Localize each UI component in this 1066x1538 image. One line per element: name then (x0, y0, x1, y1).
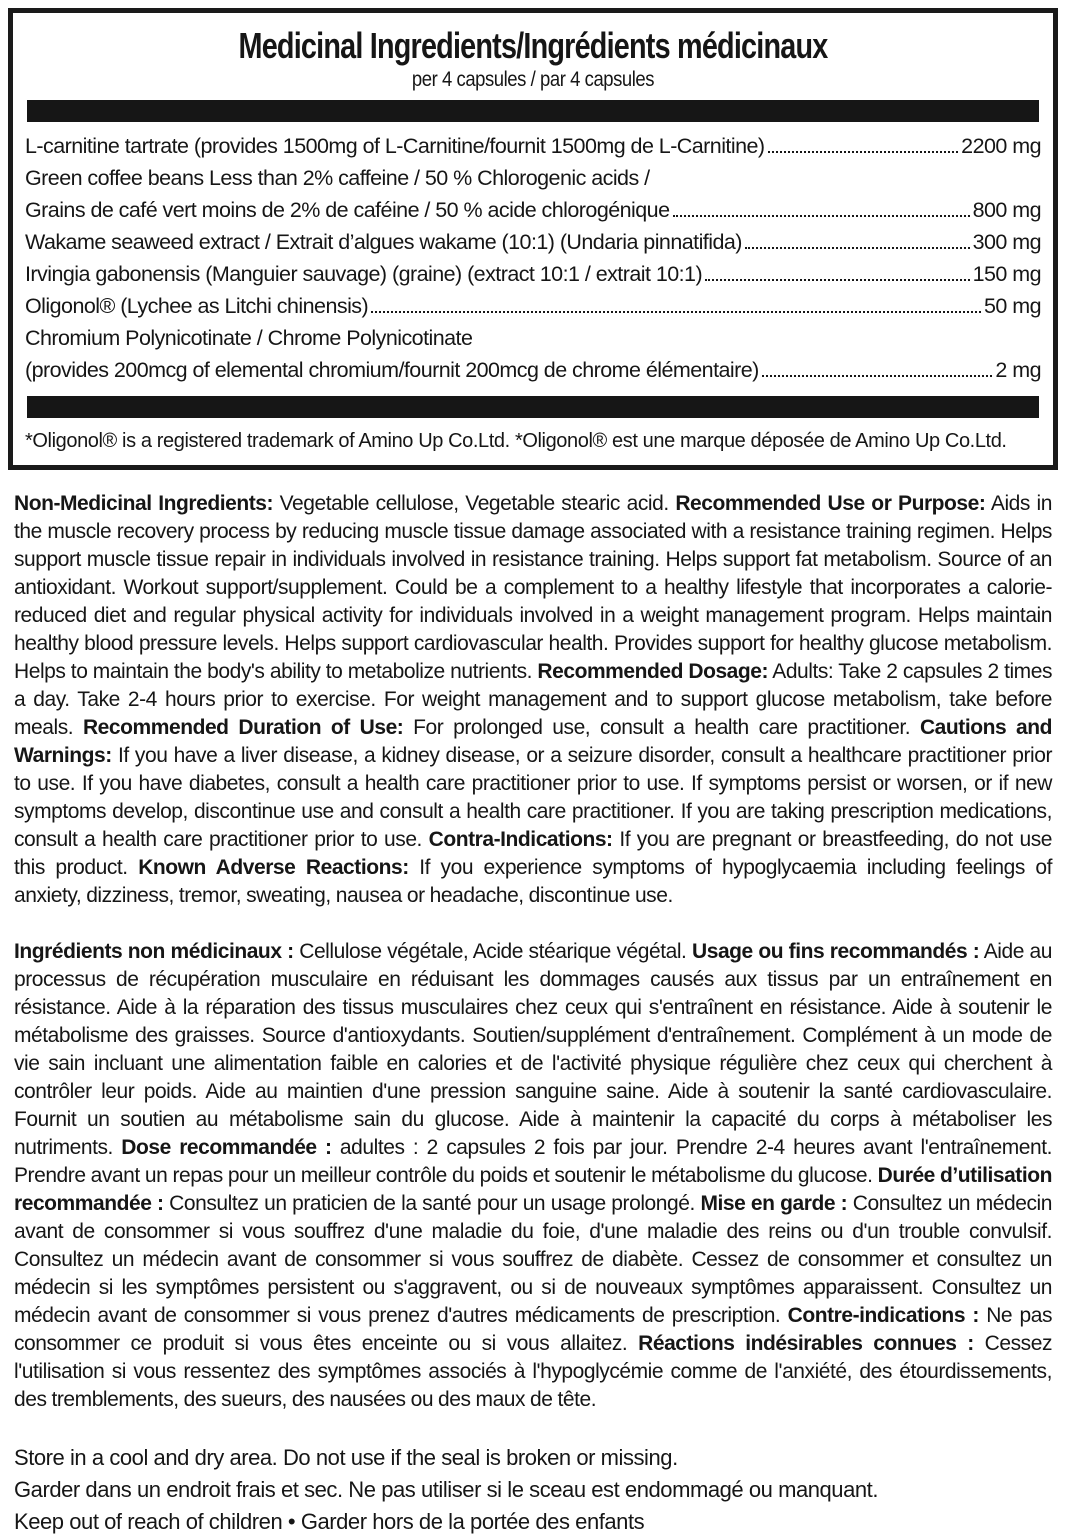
ingredient-name: Irvingia gabonensis (Manguier sauvage) (graine) (extract 10:1 / extrait 10:1) (25, 262, 703, 286)
bold-label: Réactions indésirables connues : (638, 1332, 974, 1355)
bold-label: Recommended Use or Purpose: (675, 492, 986, 515)
ingredient-row (25, 322, 1041, 354)
body-copy: adultes : 2 capsules 2 fois par jour. Prendre 2-4 heures avant l'entraînement. Prendre avant un repas pour un meilleur contrôle du poids et soutenir le métabolisme du glucose. (14, 1136, 1052, 1187)
info-paragraph-english (14, 490, 1052, 910)
ingredient-amount: 2200 mg (961, 134, 1041, 158)
medicinal-ingredients-panel (8, 8, 1058, 470)
body-copy: Cellulose végétale, Acide stéarique végétal. (293, 940, 692, 963)
body-copy: If you experience symptoms of hypoglycaemia including feelings of anxiety, dizziness, tremor, sweating, nausea or headache, discontinue use. (14, 856, 1052, 907)
dotted-leader (768, 151, 959, 153)
ingredient-name: Grains de café vert moins de 2% de caféine / 50 % acide chlorogénique (25, 198, 670, 222)
ingredient-amount: 150 mg (972, 262, 1041, 286)
body-copy: If you are pregnant or breastfeeding, do not use this product. (14, 828, 1052, 879)
body-copy: Adults: Take 2 capsules 2 times a day. Take 2-4 hours prior to exercise. For weight management and to support glucose metabolism, take before meals. (14, 660, 1052, 739)
ingredient-amount: 300 mg (972, 230, 1041, 254)
bold-label: Recommended Dosage: (537, 660, 769, 683)
ingredient-name: (provides 200mcg of elemental chromium/fournit 200mcg de chrome élémentaire) (25, 358, 759, 382)
ingredient-row (25, 258, 1041, 290)
separator-bar-top (27, 100, 1039, 122)
bold-label: Cautions and Warnings: (14, 716, 1052, 767)
body-copy: Vegetable cellulose, Vegetable stearic acid. (273, 492, 676, 515)
dotted-leader (745, 247, 970, 249)
storage-line: Keep out of reach of children • Garder hors de la portée des enfants (14, 1509, 645, 1534)
bold-label: Contre-indications : (787, 1304, 979, 1327)
storage-line: Store in a cool and dry area. Do not use if the seal is broken or missing. (14, 1445, 678, 1470)
info-paragraph-french (14, 938, 1052, 1414)
ingredient-name: L-carnitine tartrate (provides 1500mg of L-Carnitine/fournit 1500mg de L-Carnitine) (25, 134, 765, 158)
ingredient-name: Wakame seaweed extract / Extrait d’algues wakame (10:1) (Undaria pinnatifida) (25, 230, 742, 254)
trademark-footnote: *Oligonol® is a registered trademark of Amino Up Co.Ltd. *Oligonol® est une marque déposée de Amino Up Co.Ltd. (25, 430, 1007, 452)
ingredient-amount: 800 mg (972, 198, 1041, 222)
ingredient-row (25, 162, 1041, 194)
ingredient-amount: 2 mg (995, 358, 1041, 382)
separator-bar-bottom (27, 396, 1039, 418)
bold-label: Recommended Duration of Use: (82, 716, 404, 739)
bold-label: Contra-Indications: (428, 828, 613, 851)
ingredient-row (25, 354, 1041, 386)
dotted-leader (762, 375, 993, 377)
bold-label: Mise en garde : (700, 1192, 848, 1215)
body-copy: Ne pas consommer ce produit si vous êtes enceinte ou si vous allaitez. (14, 1304, 1052, 1355)
storage-instructions (14, 1442, 1052, 1538)
body-copy: Aids in the muscle recovery process by reducing muscle tissue damage associated with a resistance training regimen. Helps support muscle tissue repair in individuals involved in resistance training. Helps support fat metabolism. Source of an antioxidant. Workout support/supplement. Could be a complement to a healthy lifestyle that incorporates a calorie-reduced diet and regular physical activity for individuals involved in a weight management program. Helps maintain healthy blood pressure levels. Helps support cardiovascular health. Provides support for healthy glucose metabolism. Helps to maintain the body's ability to metabolize nutrients. (14, 492, 1052, 683)
storage-line: Garder dans un endroit frais et sec. Ne pas utiliser si le sceau est endommagé ou manquant. (14, 1477, 878, 1502)
body-copy: If you have a liver disease, a kidney disease, or a seizure disorder, consult a healthcare practitioner prior to use. If you have diabetes, consult a health care practitioner prior to use. If symptoms persist or worsen, or if new symptoms develop, discontinue use and consult a health care practitioner. If you are taking prescription medications, consult a health care practitioner prior to use. (14, 744, 1052, 851)
body-copy: Cessez l'utilisation si vous ressentez des symptômes associés à l'hypoglycémie comme de l'anxiété, des étourdissements, des tremblements, des sueurs, des nausées ou des maux de tête. (14, 1332, 1053, 1411)
bold-label: Non-Medicinal Ingredients: (14, 492, 274, 515)
bold-label: Known Adverse Reactions: (138, 856, 409, 879)
bold-label: Usage ou fins recommandés : (692, 940, 980, 963)
bold-label: Ingrédients non médicinaux : (14, 940, 294, 963)
body-copy: Aide au processus de récupération musculaire en réduisant les dommages causés aux tissus par un entraînement en résistance. Aide à la réparation des tissus musculaires chez ceux qui s'entraînent en résistance. Aide à soutenir le métabolisme des graisses. Source d'antioxydants. Soutien/supplément d'entraînement. Complément à un mode de vie sain incluant une alimentation faible en calories et de l'activité physique régulière chez ceux qui cherchent à contrôler leur poids. Aide au maintien d'une pression sanguine saine. Aide à soutenir la santé cardiovasculaire. Fournit un soutien au métabolisme sain du glucose. Aide à maintenir la capacité du corps à métaboliser les nutriments. (14, 940, 1053, 1159)
panel-title: Medicinal Ingredients/Ingrédients médicinaux (238, 25, 828, 66)
bold-label: Durée d’utilisation recommandée : (14, 1164, 1052, 1215)
ingredient-row (25, 194, 1041, 226)
ingredient-row (25, 130, 1041, 162)
ingredient-name: Green coffee beans Less than 2% caffeine / 50 % Chlorogenic acids / (25, 166, 650, 190)
panel-subtitle: per 4 capsules / par 4 capsules (411, 68, 655, 91)
ingredient-name: Chromium Polynicotinate / Chrome Polynicotinate (25, 326, 473, 350)
regulatory-text (14, 490, 1052, 1414)
ingredient-row (25, 226, 1041, 258)
ingredient-row (25, 290, 1041, 322)
body-copy: Consultez un praticien de la santé pour un usage prolongé. (163, 1192, 701, 1215)
body-copy: For prolonged use, consult a health care practitioner. (403, 716, 920, 739)
dotted-leader (371, 311, 981, 313)
dotted-leader (705, 279, 970, 281)
body-copy: Consultez un médecin avant de consommer si vous souffrez d'une maladie du foie, d'une maladie des reins ou d'un trouble convulsif. Consultez un médecin avant de consommer si vous souffrez de diabète. Cessez de consommer et consultez un médecin si les symptômes persistent ou s'aggravent, ou si de nouveaux symptômes apparaissent. Consultez un médecin avant de consommer si vous prenez d'autres médicaments de prescription. (14, 1192, 1052, 1327)
ingredient-amount: 50 mg (983, 294, 1041, 318)
dotted-leader (673, 215, 970, 217)
ingredient-list (13, 126, 1053, 386)
bold-label: Dose recommandée : (121, 1136, 332, 1159)
ingredient-name: Oligonol® (Lychee as Litchi chinensis) (25, 294, 369, 318)
